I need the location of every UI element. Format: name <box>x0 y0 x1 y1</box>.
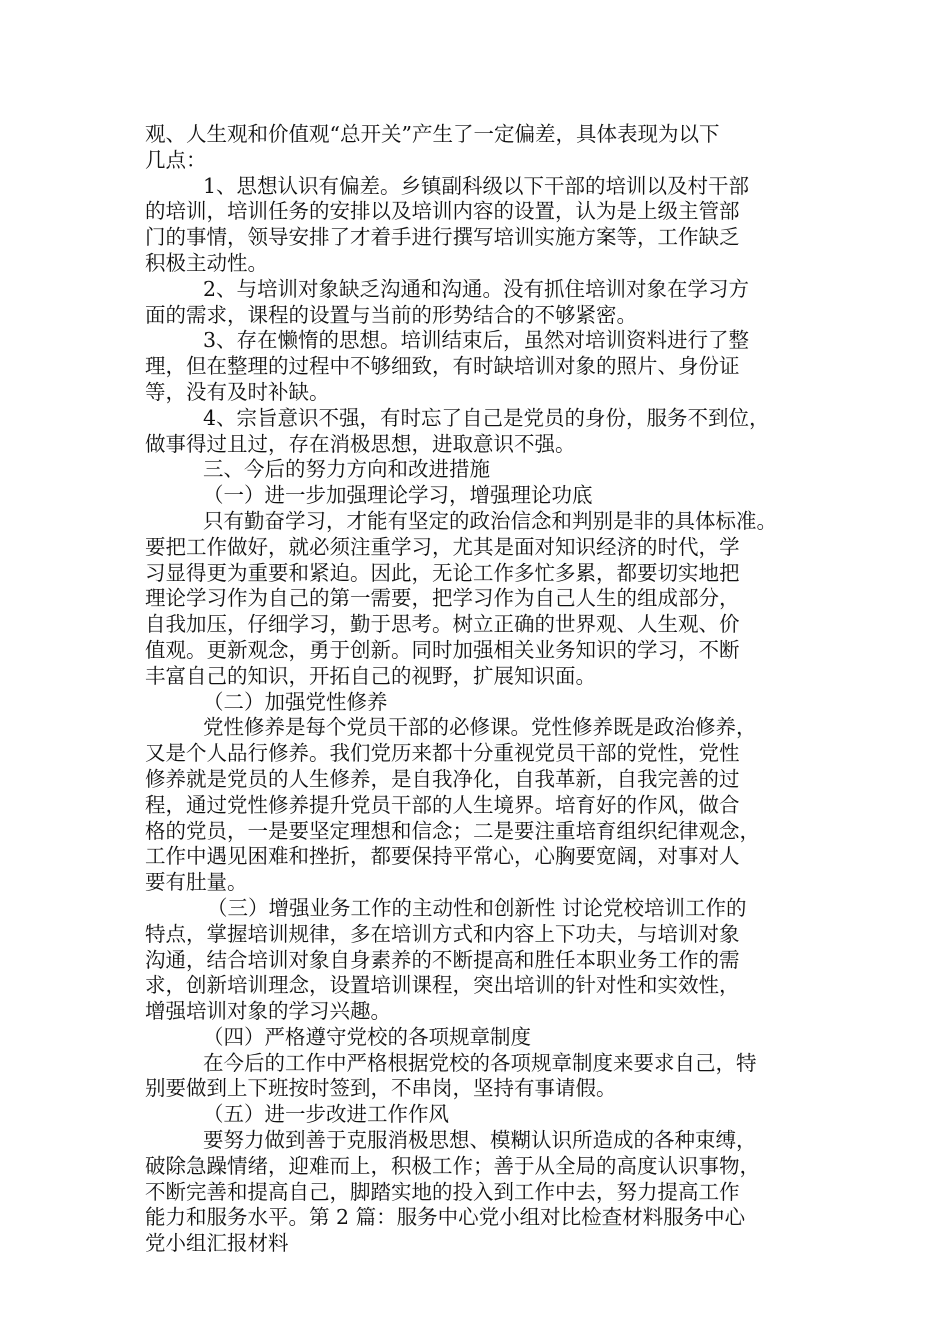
text-line: 又是个人品行修养。我们党历来都十分重视党员干部的党性，党性 <box>145 741 740 766</box>
text-line: 程，通过党性修养提升党员干部的人生境界。培育好的作风，做合 <box>145 792 740 817</box>
text-line: 自我加压，仔细学习，勤于思考。树立正确的世界观、人生观、价 <box>145 612 740 637</box>
text-line: 格的党员，一是要坚定理想和信念；二是要注重培育组织纪律观念， <box>145 818 760 843</box>
text-line: 增强培训对象的学习兴趣。 <box>145 999 391 1024</box>
text-line: 党性修养是每个党员干部的必修课。党性修养既是政治修养， <box>203 715 757 740</box>
text-line: 几点： <box>145 147 207 172</box>
text-line: 1、思想认识有偏差。乡镇副科级以下干部的培训以及村干部 <box>203 173 750 198</box>
text-line: 观、人生观和价值观“总开关”产生了一定偏差，具体表现为以下 <box>145 122 720 146</box>
text-line: 三、今后的努力方向和改进措施 <box>203 457 490 482</box>
text-line: 要有肚量。 <box>145 870 248 895</box>
text-line: 破除急躁情绪，迎难而上，积极工作；善于从全局的高度认识事物， <box>145 1153 760 1178</box>
text-line: 能力和服务水平。第 2 篇：服务中心党小组对比检查材料服务中心 <box>145 1205 746 1230</box>
text-line: （四）严格遵守党校的各项规章制度 <box>203 1024 531 1049</box>
text-line: 别要做到上下班按时签到，不串岗，坚持有事请假。 <box>145 1076 617 1101</box>
text-line: 积极主动性。 <box>145 250 268 275</box>
text-line: 特点，掌握培训规律，多在培训方式和内容上下功夫，与培训对象 <box>145 921 740 946</box>
text-line: 沟通，结合培训对象自身素养的不断提高和胜任本职业务工作的需 <box>145 947 740 972</box>
text-line: 4、宗旨意识不强，有时忘了自己是党员的身份，服务不到位， <box>203 405 770 430</box>
text-line: 3、存在懒惰的思想。培训结束后，虽然对培训资料进行了整 <box>203 328 750 353</box>
text-line: 在今后的工作中严格根据党校的各项规章制度来要求自己，特 <box>203 1050 757 1075</box>
text-line: （二）加强党性修养 <box>203 689 388 714</box>
text-line: （一）进一步加强理论学习，增强理论功底 <box>203 483 593 508</box>
text-line: （三）增强业务工作的主动性和创新性 讨论党校培训工作的 <box>207 895 747 920</box>
text-line: 工作中遇见困难和挫折，都要保持平常心，心胸要宽阔，对事对人 <box>145 844 740 869</box>
text-line: 理论学习作为自己的第一需要，把学习作为自己人生的组成部分， <box>145 586 740 611</box>
text-line: 党小组汇报材料 <box>145 1231 289 1256</box>
document-page <box>145 122 815 1257</box>
text-line: 要把工作做好，就必须注重学习，尤其是面对知识经济的时代，学 <box>145 534 740 559</box>
text-line: 修养就是党员的人生修养，是自我净化，自我革新，自我完善的过 <box>145 766 740 791</box>
text-line: 面的需求，课程的设置与当前的形势结合的不够紧密。 <box>145 302 637 327</box>
text-line: （五）进一步改进工作作风 <box>203 1102 449 1127</box>
text-line: 门的事情，领导安排了才着手进行撰写培训实施方案等，工作缺乏 <box>145 225 740 250</box>
text-line: 求，创新培训理念，设置培训课程，突出培训的针对性和实效性， <box>145 973 740 998</box>
text-line: 习显得更为重要和紧迫。因此，无论工作多忙多累，都要切实地把 <box>145 560 740 585</box>
text-line: 不断完善和提高自己，脚踏实地的投入到工作中去，努力提高工作 <box>145 1179 740 1204</box>
text-line: 做事得过且过，存在消极思想，进取意识不强。 <box>145 431 576 456</box>
text-line: 2、与培训对象缺乏沟通和沟通。没有抓住培训对象在学习方 <box>203 276 750 301</box>
text-line: 值观。更新观念，勇于创新。同时加强相关业务知识的学习，不断 <box>145 637 740 662</box>
text-line: 等，没有及时补缺。 <box>145 379 330 404</box>
text-line: 要努力做到善于克服消极思想、模糊认识所造成的各种束缚， <box>203 1128 757 1153</box>
text-line: 理，但在整理的过程中不够细致，有时缺培训对象的照片、身份证 <box>145 354 740 379</box>
text-line: 丰富自己的知识，开拓自己的视野，扩展知识面。 <box>145 663 596 688</box>
text-line: 的培训，培训任务的安排以及培训内容的设置，认为是上级主管部 <box>145 199 740 224</box>
text-line: 只有勤奋学习，才能有坚定的政治信念和判别是非的具体标准。 <box>203 508 777 533</box>
